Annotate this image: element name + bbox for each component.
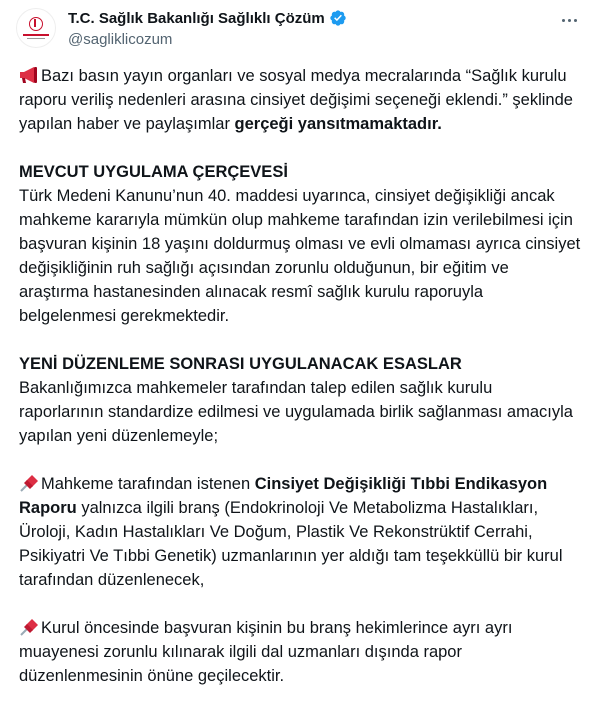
exam-paragraph: [19, 616, 581, 688]
post-header: [0, 0, 595, 60]
pushpin-icon: [19, 618, 39, 636]
report-paragraph: [19, 472, 581, 592]
report-bold-text: Cinsiyet Değişikliği Tıbbi Endikasyon Raporu: [19, 475, 548, 517]
account-name[interactable]: T.C. Sağlık Bakanlığı Sağlıklı Çözüm: [68, 9, 325, 27]
current-practice-paragraph: Türk Medeni Kanunu’nun 40. maddesi uyarınca, cinsiyet değişikliği ancak mahkeme kararıyla mümkün olup mahkeme tarafından izin verilebilmesi için başvuran kişinin 18 yaşını doldurmuş olması ve evli olmaması ayrıca cinsiyet değişikliğinin ruh sağlığı açısından zorunlu olduğunun, bir eğitim ve araştırma hastanesinden alınacak resmî sağlık kurulu raporuyla belgelenmesi gerekmektedir.: [19, 187, 581, 325]
account-name-row: [68, 9, 347, 27]
account-handle[interactable]: @sagliklicozum: [68, 31, 173, 48]
exam-text: Kurul öncesinde başvuran kişinin bu branş hekimlerince ayrı ayrı muayenesi zorunlu kılınarak ilgili dal uzmanları dışında rapor düzenlenmesinin önüne geçilecektir.: [19, 619, 513, 685]
intro-bold-text: gerçeği yansıtmamaktadır.: [234, 115, 442, 133]
ministry-emblem-icon: [29, 17, 43, 31]
post-text: [19, 64, 581, 688]
verified-badge-icon: [329, 9, 347, 27]
section-heading-current: MEVCUT UYGULAMA ÇERÇEVESİ: [19, 163, 288, 181]
report-text-post: yalnızca ilgili branş (Endokrinoloji Ve Metabolizma Hastalıkları, Üroloji, Kadın Hastalıkları Ve Doğum, Plastik Ve Rekonstrüktif Cerrahi, Psikiyatri Ve Tıbbi Genetik) uzmanlarının yer aldığı tam teşekküllü bir kurul tarafından düzenlenecek,: [19, 499, 563, 589]
section-heading-new: YENİ DÜZENLEME SONRASI UYGULANACAK ESASLAR: [19, 355, 462, 373]
megaphone-icon: [19, 66, 39, 84]
intro-paragraph: [19, 64, 581, 136]
avatar[interactable]: [16, 8, 56, 48]
new-regulation-paragraph: Bakanlığımızca mahkemeler tarafından talep edilen sağlık kurulu raporlarının standardize edilmesi ve uygulamada birlik sağlanması amacıyla yapılan yeni düzenlemeyle;: [19, 379, 573, 445]
intro-text: Bazı basın yayın organları ve sosyal medya mecralarında “Sağlık kurulu raporu veriliş nedenleri arasına cinsiyet değişimi seçeneği eklendi.” şeklinde yapılan haber ve paylaşımlar: [19, 67, 573, 133]
report-text-pre: Mahkeme tarafından istenen: [41, 475, 255, 493]
more-icon[interactable]: [557, 10, 581, 30]
pushpin-icon: [19, 474, 39, 492]
